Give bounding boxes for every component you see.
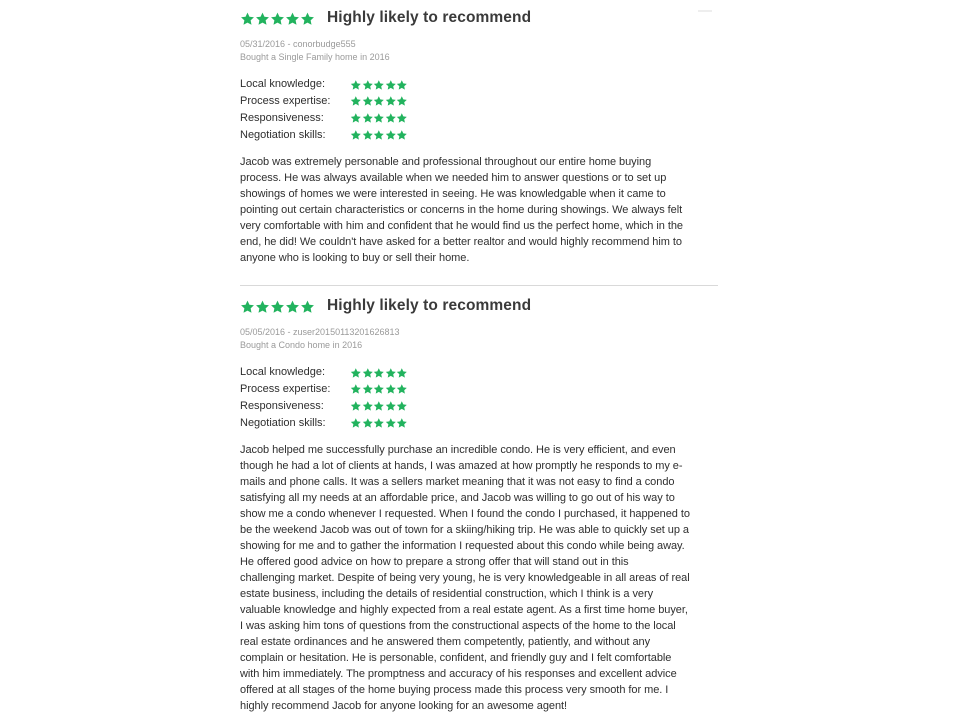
star-icon [385,400,397,412]
rating-label: Responsiveness: [240,399,324,412]
rating-stars [350,367,408,379]
star-icon [350,400,362,412]
rating-row-process-expertise [240,93,718,110]
rating-row-local-knowledge [240,364,718,381]
review-purchase-info: Bought a Single Family home in 2016 [240,52,390,62]
star-icon [373,417,385,429]
review-title: Highly likely to recommend [327,9,532,26]
star-icon [240,11,255,26]
rating-label: Local knowledge: [240,366,326,379]
rating-row-responsiveness [240,398,718,415]
review-date-author: 05/05/2016 - zuser20150113201626813 [240,327,400,337]
star-icon [373,79,385,91]
star-icon [350,79,362,91]
star-icon [396,112,408,124]
star-icon [396,383,408,395]
star-icon [300,11,315,26]
rating-label: Negotiation skills: [240,128,326,141]
star-icon [255,11,270,26]
rating-label: Process expertise: [240,95,331,108]
review-date-author: 05/31/2016 - conorbudge555 [240,39,356,49]
rating-stars [350,95,408,107]
star-icon [385,129,397,141]
rating-stars [350,417,408,429]
rating-label: Process expertise: [240,383,331,396]
star-icon [255,299,270,314]
star-icon [350,417,362,429]
rating-row-negotiation-skills [240,126,718,143]
star-icon [362,112,374,124]
star-icon [385,112,397,124]
rating-label: Responsiveness: [240,111,324,124]
review-text: Jacob was extremely personable and professional throughout our entire home buying process. He was always available when we needed him to answer questions or to set up showings of homes we were interested in seeing. He was knowledgable when it came to pointing out certain characteristics or concerns in the home during showings. We always felt very comfortable with him and confident that he would find us the perfect home, which in the end, he did! We couldn't have asked for a better realtor and would highly recommend him to anyone who is looking to buy or sell their home. [240,156,683,265]
star-icon [373,129,385,141]
star-icon [373,400,385,412]
review-purchase-info: Bought a Condo home in 2016 [240,340,363,350]
star-icon [362,95,374,107]
review-meta [240,326,718,352]
star-icon [362,417,374,429]
rating-label: Local knowledge: [240,78,326,91]
star-icon [362,79,374,91]
review-title: Highly likely to recommend [327,297,532,314]
star-icon [373,95,385,107]
review-body [240,154,718,266]
review-card [240,288,718,714]
review-meta [240,38,718,64]
star-icon [396,400,408,412]
star-icon [385,417,397,429]
star-icon [396,417,408,429]
rating-stars [350,383,408,395]
review-headline [240,288,718,324]
star-icon [385,367,397,379]
rating-stars [350,129,408,141]
star-icon [350,129,362,141]
star-icon [396,95,408,107]
star-icon [270,299,285,314]
rating-row-process-expertise [240,381,718,398]
category-ratings [240,76,718,143]
review-headline [240,0,718,36]
review-text: Jacob helped me successfully purchase an incredible condo. He is very efficient, and even though he had a lot of clients at hands, I was amazed at how promptly he responds to my e- mails and phone calls. It was a sellers market meaning that it was not easy to find a condo satisfying all my needs at an affordable price, and Jacob was willing to go out of his way to show me a condo whenever I requested. When I found the condo I purchased, it happened to be the weekend Jacob was out of town for a skiing/hiking trip. He was able to quickly set up a showing for me and to gather the information I requested about this condo while being away. He offered good advice on how to prepare a strong offer that will stand out in this challenging market. Despite of being very young, he is very knowledgeable in all areas of real estate business, including the details of residential construction, which I think is a very valuable knowledge and highly expected from a real estate agent. As a first time home buyer, I was asking him tons of questions from the constructional aspects of the home to the local real estate ordinances and he answered them competently, patiently, and without any complain or hesitation. He is personable, confident, and friendly guy and I felt comfortable with him immediately. The promptness and accuracy of his responses and excellent advice offered at all stages of the home buying process made this process very smooth for me. I highly recommend Jacob for anyone looking for an awesome agent! [240,444,690,713]
star-icon [285,299,300,314]
rating-row-responsiveness [240,110,718,127]
star-icon [350,367,362,379]
review-card [240,0,718,266]
rating-stars [350,79,408,91]
overall-star-rating [240,299,315,314]
star-icon [385,95,397,107]
star-icon [350,383,362,395]
star-icon [385,383,397,395]
rating-row-local-knowledge [240,76,718,93]
star-icon [270,11,285,26]
category-ratings [240,364,718,431]
star-icon [362,367,374,379]
star-icon [373,367,385,379]
star-icon [396,367,408,379]
star-icon [300,299,315,314]
rating-label: Negotiation skills: [240,416,326,429]
star-icon [362,383,374,395]
star-icon [285,11,300,26]
rating-stars [350,400,408,412]
star-icon [350,95,362,107]
review-divider [240,285,718,286]
star-icon [350,112,362,124]
rating-stars [350,112,408,124]
overall-star-rating [240,11,315,26]
star-icon [385,79,397,91]
star-icon [362,400,374,412]
star-icon [373,112,385,124]
star-icon [373,383,385,395]
review-body [240,442,718,714]
star-icon [396,79,408,91]
rating-row-negotiation-skills [240,414,718,431]
star-icon [362,129,374,141]
star-icon [396,129,408,141]
star-icon [240,299,255,314]
